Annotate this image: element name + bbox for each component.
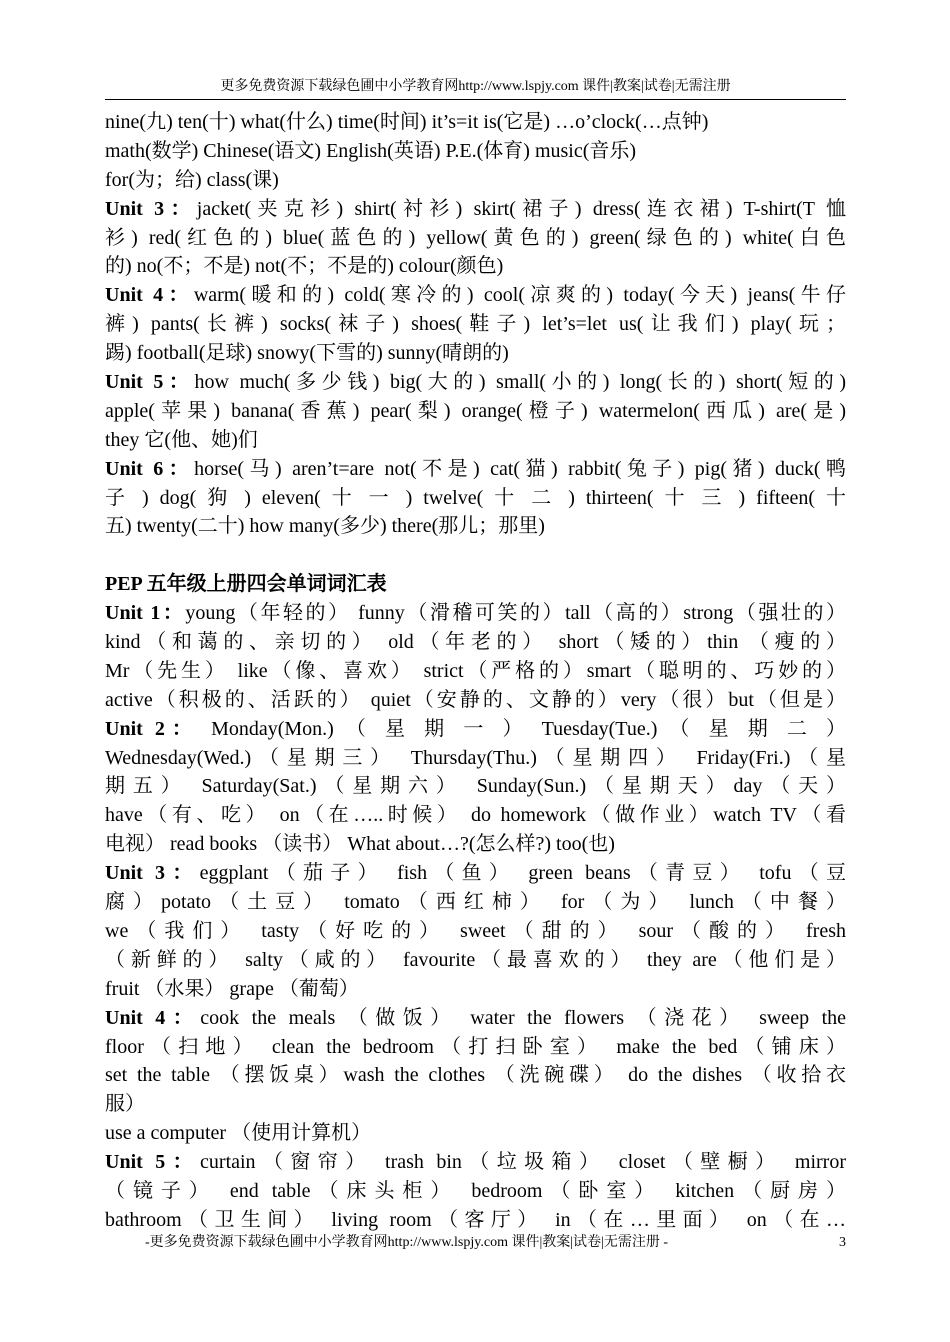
text-line — [105, 1177, 846, 1206]
text-line — [105, 281, 846, 310]
vocab-text: 子 ) dog( 狗 ) eleven( 十 一 ) twelve( 十 二 ) thirteen( 十 三 ) fifteen( 十 — [105, 486, 846, 509]
blank-line — [105, 541, 846, 570]
text-line — [105, 975, 846, 1004]
unit-label: Unit 5： — [105, 1151, 201, 1174]
text-line — [105, 397, 846, 426]
unit-label: Unit 2： — [105, 717, 199, 740]
page-number: 3 — [839, 1235, 846, 1250]
unit-label: Unit 6： — [105, 457, 195, 480]
text-line — [105, 512, 846, 541]
vocab-text: apple(苹果) banana(香蕉) pear(梨) orange(橙子) watermelon(西瓜) are(是) — [105, 399, 846, 422]
text-line — [105, 166, 846, 195]
vocab-text: math(数学) Chinese(语文) English(英语) P.E.(体育) music(音乐) — [105, 139, 637, 162]
vocab-text: cook the meals （做饭） water the flowers （浇花） sweep the — [200, 1006, 846, 1029]
vocab-text: nine(九) ten(十) what(什么) time(时间) it’s=it is(它是) …o’clock(…点钟) — [105, 111, 709, 133]
text-line — [105, 368, 846, 397]
vocab-text: 的) no(不；不是) not(不；不是的) colour(颜色) — [105, 255, 504, 278]
text-line — [105, 455, 846, 484]
unit-label: Unit 4： — [105, 1006, 201, 1029]
vocab-text: 衫) red(红色的) blue(蓝色的) yellow(黄色的) green(绿色的) white(白色 — [105, 226, 846, 249]
unit-label: Unit 3： — [105, 862, 200, 885]
text-line — [105, 801, 846, 830]
vocab-text: 腐）potato（土豆） tomato（西红柿） for（为） lunch（中餐） — [105, 891, 846, 914]
vocab-text: jacket(夹克衫) shirt(衬衫) skirt(裙子) dress(连衣裙) T-shirt(T 恤 — [196, 197, 846, 220]
unit-label: Unit 4： — [105, 284, 194, 307]
text-line — [105, 426, 846, 455]
vocab-text: 期五） Saturday(Sat.)（星期六） Sunday(Sun.)（星期天）day（天） — [105, 775, 846, 798]
vocab-text: horse(马) aren’t=are not(不是) cat(猫) rabbit(兔子) pig(猪) duck(鸭 — [194, 457, 846, 480]
vocab-text: 踢) football(足球) snowy(下雪的) sunny(晴朗的) — [105, 342, 509, 365]
unit-label: Unit 5： — [105, 371, 195, 394]
text-line — [105, 830, 846, 859]
text-line — [105, 195, 846, 224]
vocab-text: 裤) pants(长裤) socks(袜子) shoes(鞋子) let’s=let us(让我们) play(玩； — [105, 313, 846, 336]
text-line — [105, 686, 846, 715]
text-line — [105, 657, 846, 686]
text-line — [105, 108, 846, 137]
page-header: 更多免费资源下载绿色圃中小学教育网http://www.lspjy.com 课件|教案|试卷|无需注册 — [105, 76, 846, 100]
unit-label: Unit 3： — [105, 197, 197, 220]
vocab-text: bathroom（卫生间） living room（客厅） in（在…里面） on（在… — [105, 1208, 846, 1231]
text-line — [105, 1061, 846, 1090]
vocab-text: floor（扫地） clean the bedroom（打扫卧室） make the bed（铺床） — [105, 1035, 846, 1058]
text-line — [105, 1119, 846, 1148]
vocabulary-body — [105, 108, 846, 1235]
vocab-text: 五) twenty(二十) how many(多少) there(那儿；那里) — [105, 515, 545, 538]
text-line — [105, 310, 846, 339]
unit-label: Unit 1： — [105, 602, 186, 625]
text-line — [105, 859, 846, 888]
text-line — [105, 628, 846, 657]
text-line — [105, 224, 846, 253]
vocab-text: kind（和蔼的、亲切的） old（年老的） short（矮的）thin （瘦的） — [105, 631, 846, 654]
text-line — [105, 888, 846, 917]
vocab-text: （新鲜的） salty（咸的） favourite（最喜欢的） they are（他们是） — [105, 948, 846, 971]
vocab-text: Monday(Mon.) （ 星 期 一 ） Tuesday(Tue.) （ 星 期 二 ） — [199, 717, 846, 740]
vocab-text: use a computer （使用计算机） — [105, 1122, 372, 1145]
vocab-text: for(为；给) class(课) — [105, 168, 279, 191]
vocab-text: fruit （水果） grape （葡萄） — [105, 977, 359, 1000]
text-line — [105, 1206, 846, 1235]
text-line — [105, 339, 846, 368]
vocab-text: active（积极的、活跃的） quiet（安静的、文静的）very（很）but（但是） — [105, 688, 846, 711]
text-line — [105, 484, 846, 513]
text-line — [105, 1148, 846, 1177]
vocab-text: （镜子） end table（床头柜） bedroom（卧室） kitchen（厨房） — [105, 1179, 846, 1202]
text-line — [105, 252, 846, 281]
unit-label: PEP 五年级上册四会单词词汇表 — [105, 573, 387, 596]
vocab-text: 电视） read books （读书） What about…?(怎么样?) too(也) — [105, 833, 615, 856]
text-line — [105, 1004, 846, 1033]
footer-text: -更多免费资源下载绿色圃中小学教育网http://www.lspjy.com 课件|教案|试卷|无需注册 - — [145, 1235, 669, 1250]
text-line — [105, 744, 846, 773]
text-line — [105, 570, 846, 599]
text-line — [105, 946, 846, 975]
vocab-text: warm(暖和的) cold(寒冷的) cool(凉爽的) today(今天) jeans(牛仔 — [193, 284, 846, 307]
text-line — [105, 1033, 846, 1062]
vocab-text: how much(多少钱) big(大的) small(小的) long(长的) short(短的) — [194, 371, 846, 394]
text-line — [105, 917, 846, 946]
vocab-text: curtain（窗帘） trash bin（垃圾箱） closet（壁橱） mirror — [200, 1151, 846, 1174]
vocab-text: have（有、吃） on（在…..时候） do homework（做作业）watch TV（看 — [105, 804, 846, 827]
vocab-text: Wednesday(Wed.)（星期三） Thursday(Thu.)（星期四） Friday(Fri.)（星 — [105, 746, 846, 769]
text-line — [105, 599, 846, 628]
vocab-text: 服） — [105, 1093, 145, 1116]
vocab-text: Mr（先生） like（像、喜欢） strict（严格的）smart（聪明的、巧妙的） — [105, 659, 846, 682]
vocab-text: they 它(他、她)们 — [105, 428, 258, 451]
vocab-text: set the table （摆饭桌）wash the clothes （洗碗碟） do the dishes （收拾衣 — [105, 1064, 846, 1087]
text-line — [105, 137, 846, 166]
text-line — [105, 772, 846, 801]
vocab-text: we（我们） tasty（好吃的） sweet（甜的） sour（酸的） fresh — [105, 919, 846, 942]
vocab-text: eggplant（茄子） fish（鱼） green beans（青豆） tofu（豆 — [199, 862, 846, 885]
vocab-text: young（年轻的） funny（滑稽可笑的）tall（高的）strong（强壮的） — [185, 602, 846, 625]
text-line — [105, 715, 846, 744]
text-line — [105, 1090, 846, 1119]
